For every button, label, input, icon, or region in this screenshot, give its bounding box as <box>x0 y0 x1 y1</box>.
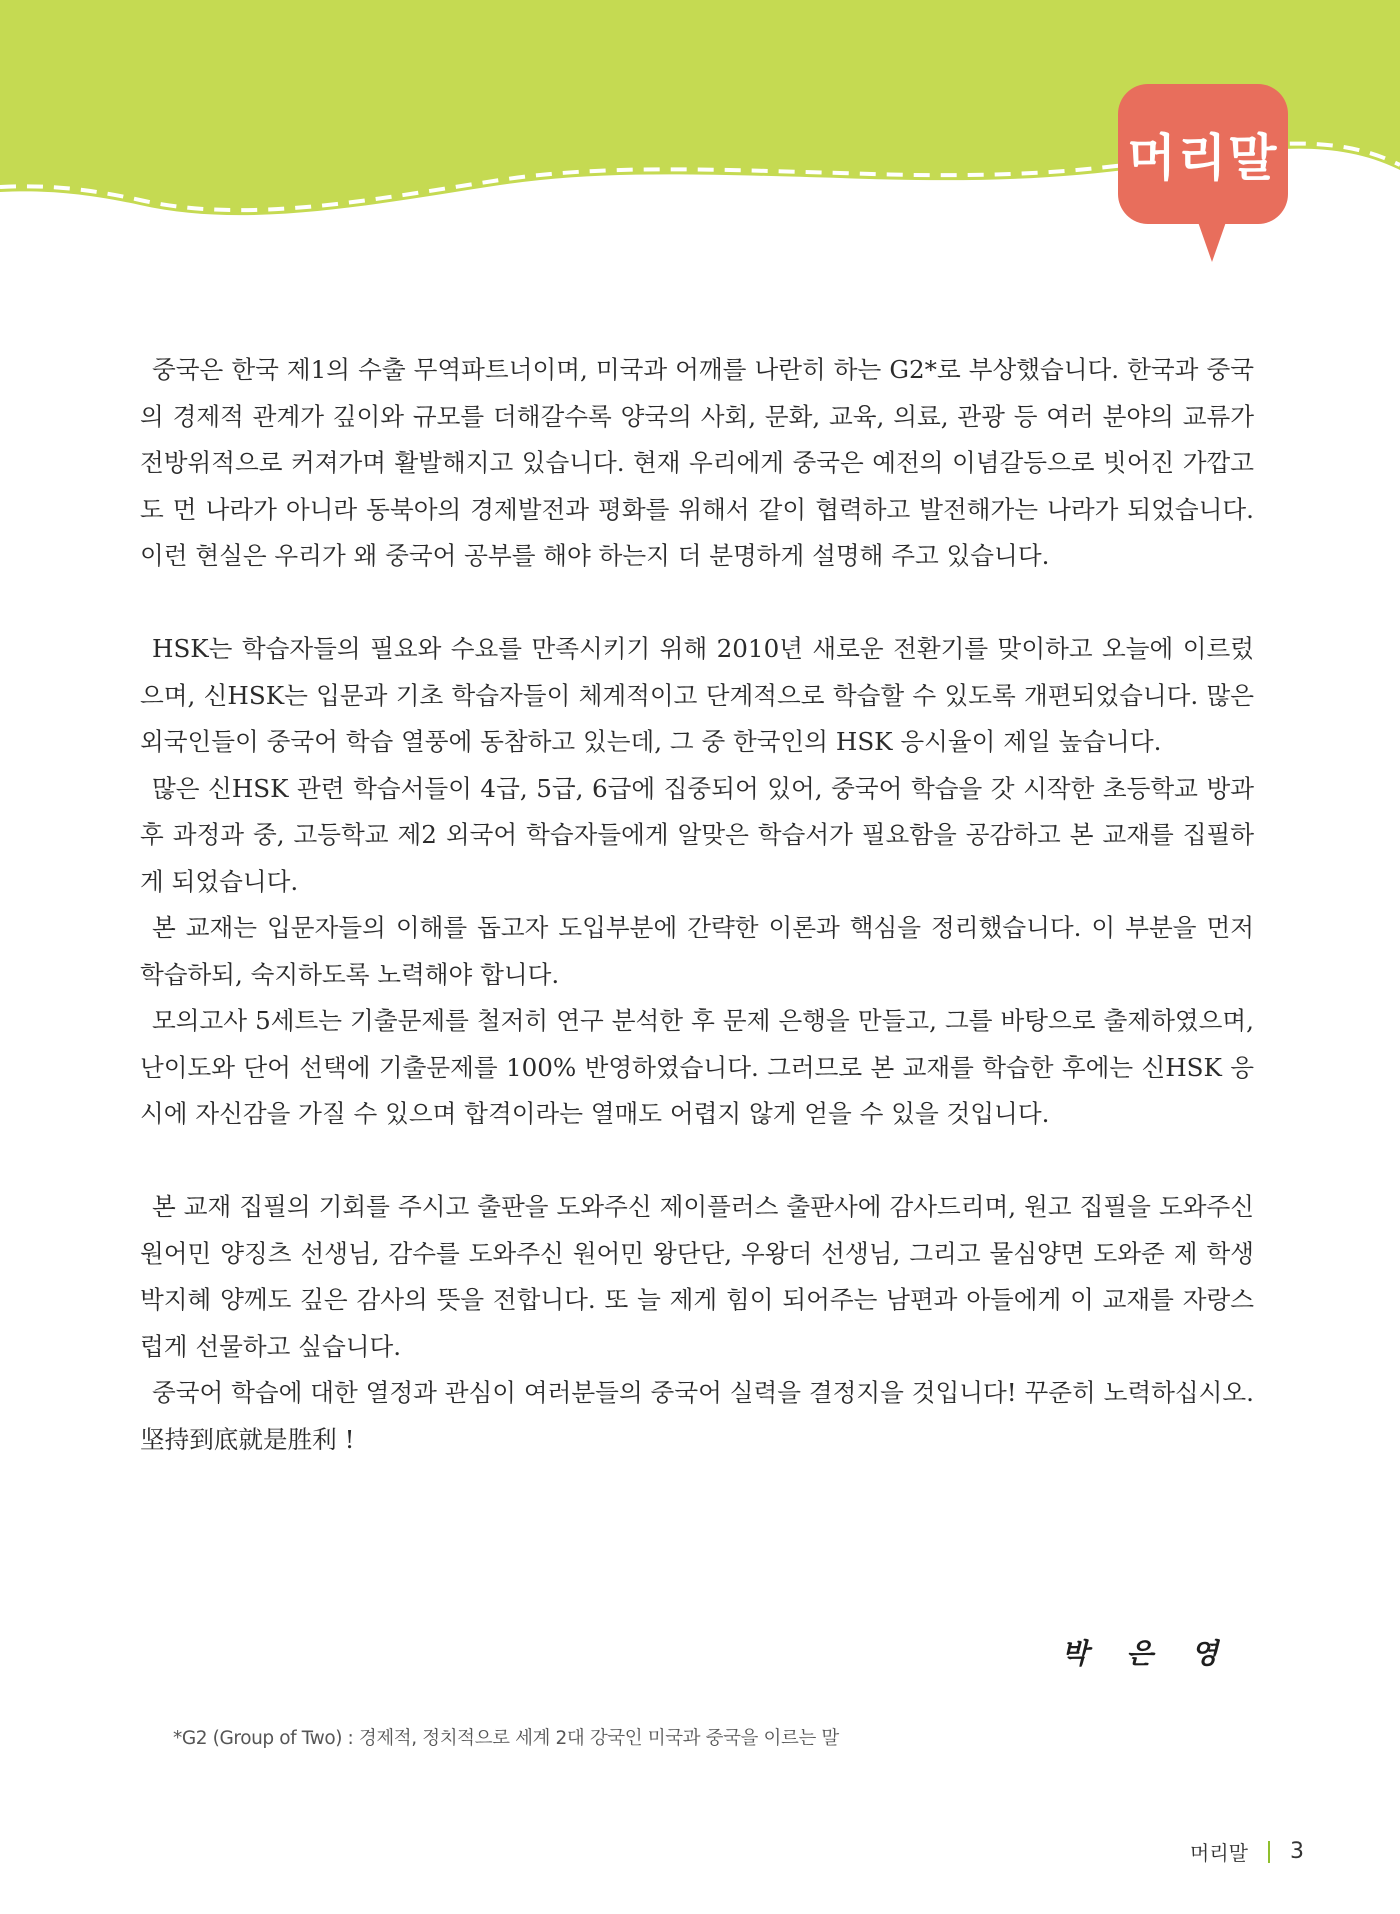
page-footer <box>1190 1837 1304 1866</box>
paragraph: 모의고사 5세트는 기출문제를 철저히 연구 분석한 후 문제 은행을 만들고, 그를 바탕으로 출제하였으며, 난이도와 단어 선택에 기출문제를 100% 반영하였습니다. 그러므로 본 교재를 학습한 후에는 신HSK 응시에 자신감을 가질 수 있으며 합격이라는 열매도 어렵지 않게 얻을 수 있을 것입니다. <box>140 1006 1254 1128</box>
paragraph: 본 교재는 입문자들의 이해를 돕고자 도입부분에 간략한 이론과 핵심을 정리했습니다. 이 부분을 먼저 학습하되, 숙지하도록 노력해야 합니다. <box>140 913 1254 989</box>
footnote: *G2 (Group of Two) : 경제적, 정치적으로 세계 2대 강국인 미국과 중국을 이르는 말 <box>173 1728 839 1749</box>
paragraph: 중국은 한국 제1의 수출 무역파트너이며, 미국과 어깨를 나란히 하는 G2*로 부상했습니다. 한국과 중국의 경제적 관계가 깊이와 규모를 더해갈수록 양국의 사회, 문화, 교육, 의료, 관광 등 여러 분야의 교류가 전방위적으로 커져가며 활발해지고 있습니다. 현재 우리에게 중국은 예전의 이념갈등으로 빗어진 가깝고도 먼 나라가 아니라 동북아의 경제발전과 평화를 위해서 같이 협력하고 발전해가는 나라가 되었습니다. 이런 현실은 우리가 왜 중국어 공부를 해야 하는지 더 분명하게 설명해 주고 있습니다. <box>140 355 1254 570</box>
footer-section-label: 머리말 <box>1190 1841 1248 1865</box>
header-band <box>0 0 1400 260</box>
title-badge <box>1118 84 1288 224</box>
preface-body <box>140 347 1254 1463</box>
paragraph: 많은 신HSK 관련 학습서들이 4급, 5급, 6급에 집중되어 있어, 중국어 학습을 갓 시작한 초등학교 방과 후 과정과 중, 고등학교 제2 외국어 학습자들에게 알맞은 학습서가 필요함을 공감하고 본 교재를 집필하게 되었습니다. <box>140 773 1254 896</box>
page-title: 머리말 <box>1127 129 1279 187</box>
footer-separator <box>1268 1841 1270 1863</box>
paragraph: 본 교재 집필의 기회를 주시고 출판을 도와주신 제이플러스 출판사에 감사드리며, 원고 집필을 도와주신 원어민 양징츠 선생님, 감수를 도와주신 원어민 왕단단, 우왕더 선생님, 그리고 물심양면 도와준 제 학생 박지혜 양께도 깊은 감사의 뜻을 전합니다. 또 늘 제게 힘이 되어주는 남편과 아들에게 이 교재를 자랑스럽게 선물하고 싶습니다. <box>140 1192 1254 1361</box>
page-number: 3 <box>1290 1839 1304 1864</box>
paragraph: HSK는 학습자들의 필요와 수요를 만족시키기 위해 2010년 새로운 전환기를 맞이하고 오늘에 이르렀으며, 신HSK는 입문과 기초 학습자들이 체계적이고 단계적으로 학습할 수 있도록 개편되었습니다. 많은 외국인들이 중국어 학습 열풍에 동참하고 있는데, 그 중 한국인의 HSK 응시율이 제일 높습니다. <box>140 634 1254 756</box>
author-signature: 박 은 영 <box>1061 1637 1232 1670</box>
paragraph: 중국어 학습에 대한 열정과 관심이 여러분들의 중국어 실력을 결정지을 것입니다! 꾸준히 노력하십시오. 坚持到底就是胜利 ! <box>140 1378 1254 1454</box>
